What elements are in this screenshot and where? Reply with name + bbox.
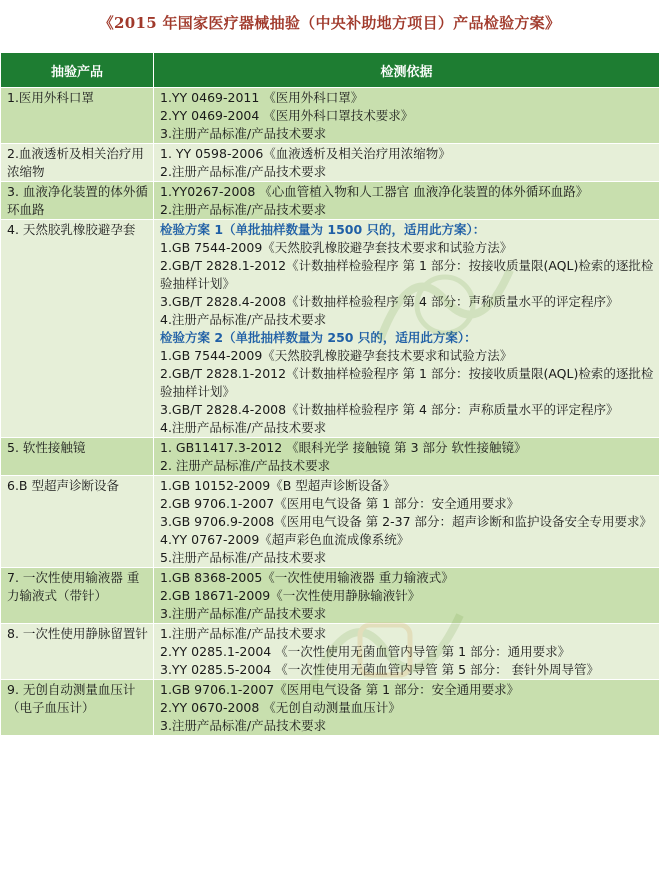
- basis-line: 2. 注册产品标准/产品技术要求: [160, 458, 331, 473]
- basis-line: 1.GB 7544-2009《天然胶乳橡胶避孕套技术要求和试验方法》: [160, 348, 513, 363]
- basis-line: 3.YY 0285.5-2004 《一次性使用无菌血管内导管 第 5 部分： 套针外周导管》: [160, 662, 600, 677]
- table-row: [1, 624, 659, 680]
- basis-cell: [154, 680, 659, 736]
- basis-line: 3.GB/T 2828.4-2008《计数抽样检验程序 第 4 部分：声称质量水平的评定程序》: [160, 402, 619, 417]
- basis-line: 1. YY 0598-2006《血液透析及相关治疗用浓缩物》: [160, 146, 451, 161]
- table-row: [1, 568, 659, 624]
- basis-line: 3.注册产品标准/产品技术要求: [160, 718, 327, 733]
- table-row: [1, 182, 659, 220]
- product-cell: 5. 软性接触镜: [1, 438, 154, 476]
- basis-line: 4.注册产品标准/产品技术要求: [160, 312, 327, 327]
- basis-line: 2.GB 9706.1-2007《医用电气设备 第 1 部分：安全通用要求》: [160, 496, 520, 511]
- table-row: [1, 680, 659, 736]
- product-cell: 3. 血液净化装置的体外循环血路: [1, 182, 154, 220]
- table-row: [1, 476, 659, 568]
- table-row: [1, 438, 659, 476]
- basis-line: 4.YY 0767-2009《超声彩色血流成像系统》: [160, 532, 410, 547]
- product-cell: 9. 无创自动测量血压计（电子血压计）: [1, 680, 154, 736]
- basis-line: 1. GB11417.3-2012 《眼科光学 接触镜 第 3 部分 软性接触镜》: [160, 440, 527, 455]
- plan-heading: 检验方案 2（单批抽样数量为 250 只的，适用此方案）：: [160, 330, 477, 345]
- product-cell: 2.血液透析及相关治疗用浓缩物: [1, 144, 154, 182]
- basis-line: 1.GB 9706.1-2007《医用电气设备 第 1 部分：安全通用要求》: [160, 682, 520, 697]
- basis-cell: [154, 568, 659, 624]
- document-title: 《2015 年国家医疗器械抽验（中央补助地方项目）产品检验方案》: [98, 13, 561, 32]
- inspection-table: [0, 52, 659, 736]
- basis-line: 1.YY0267-2008 《心血管植入物和人工器官 血液净化装置的体外循环血路》: [160, 184, 589, 199]
- basis-cell: [154, 220, 659, 438]
- basis-cell: [154, 88, 659, 144]
- table-row: [1, 88, 659, 144]
- basis-line: 5.注册产品标准/产品技术要求: [160, 550, 327, 565]
- basis-line: 1.注册产品标准/产品技术要求: [160, 626, 327, 641]
- basis-cell: [154, 624, 659, 680]
- product-cell: 4. 天然胶乳橡胶避孕套: [1, 220, 154, 438]
- product-cell: 6.B 型超声诊断设备: [1, 476, 154, 568]
- product-cell: 7. 一次性使用输液器 重力输液式（带针）: [1, 568, 154, 624]
- basis-line: 3.GB/T 2828.4-2008《计数抽样检验程序 第 4 部分：声称质量水平的评定程序》: [160, 294, 619, 309]
- basis-line: 2.YY 0285.1-2004 《一次性使用无菌血管内导管 第 1 部分：通用要求》: [160, 644, 571, 659]
- basis-line: 1.GB 10152-2009《B 型超声诊断设备》: [160, 478, 396, 493]
- basis-line: 3.注册产品标准/产品技术要求: [160, 606, 327, 621]
- basis-line: 2.YY 0469-2004 《医用外科口罩技术要求》: [160, 108, 414, 123]
- header-product: 抽验产品: [1, 53, 154, 88]
- basis-cell: [154, 438, 659, 476]
- basis-line: 4.注册产品标准/产品技术要求: [160, 420, 327, 435]
- basis-line: 2.GB 18671-2009《一次性使用静脉输液针》: [160, 588, 421, 603]
- basis-line: 1.GB 7544-2009《天然胶乳橡胶避孕套技术要求和试验方法》: [160, 240, 513, 255]
- basis-cell: [154, 476, 659, 568]
- plan-heading: 检验方案 1（单批抽样数量为 1500 只的，适用此方案）：: [160, 222, 486, 237]
- basis-cell: [154, 182, 659, 220]
- header-basis: 检测依据: [154, 53, 659, 88]
- product-cell: 1.医用外科口罩: [1, 88, 154, 144]
- table-row: [1, 144, 659, 182]
- basis-cell: [154, 144, 659, 182]
- basis-line: 2.YY 0670-2008 《无创自动测量血压计》: [160, 700, 401, 715]
- basis-line: 1.GB 8368-2005《一次性使用输液器 重力输液式》: [160, 570, 454, 585]
- basis-line: 1.YY 0469-2011 《医用外科口罩》: [160, 90, 364, 105]
- table-header-row: [1, 53, 659, 88]
- basis-line: 3.GB 9706.9-2008《医用电气设备 第 2-37 部分：超声诊断和监护设备安全专用要求》: [160, 514, 653, 529]
- table-row: [1, 220, 659, 438]
- basis-line: 2.注册产品标准/产品技术要求: [160, 164, 327, 179]
- product-cell: 8. 一次性使用静脉留置针: [1, 624, 154, 680]
- basis-line: 2.注册产品标准/产品技术要求: [160, 202, 327, 217]
- basis-line: 2.GB/T 2828.1-2012《计数抽样检验程序 第 1 部分：按接收质量限(AQL)检索的逐批检验抽样计划》: [160, 366, 654, 399]
- basis-line: 2.GB/T 2828.1-2012《计数抽样检验程序 第 1 部分：按接收质量限(AQL)检索的逐批检验抽样计划》: [160, 258, 654, 291]
- basis-line: 3.注册产品标准/产品技术要求: [160, 126, 327, 141]
